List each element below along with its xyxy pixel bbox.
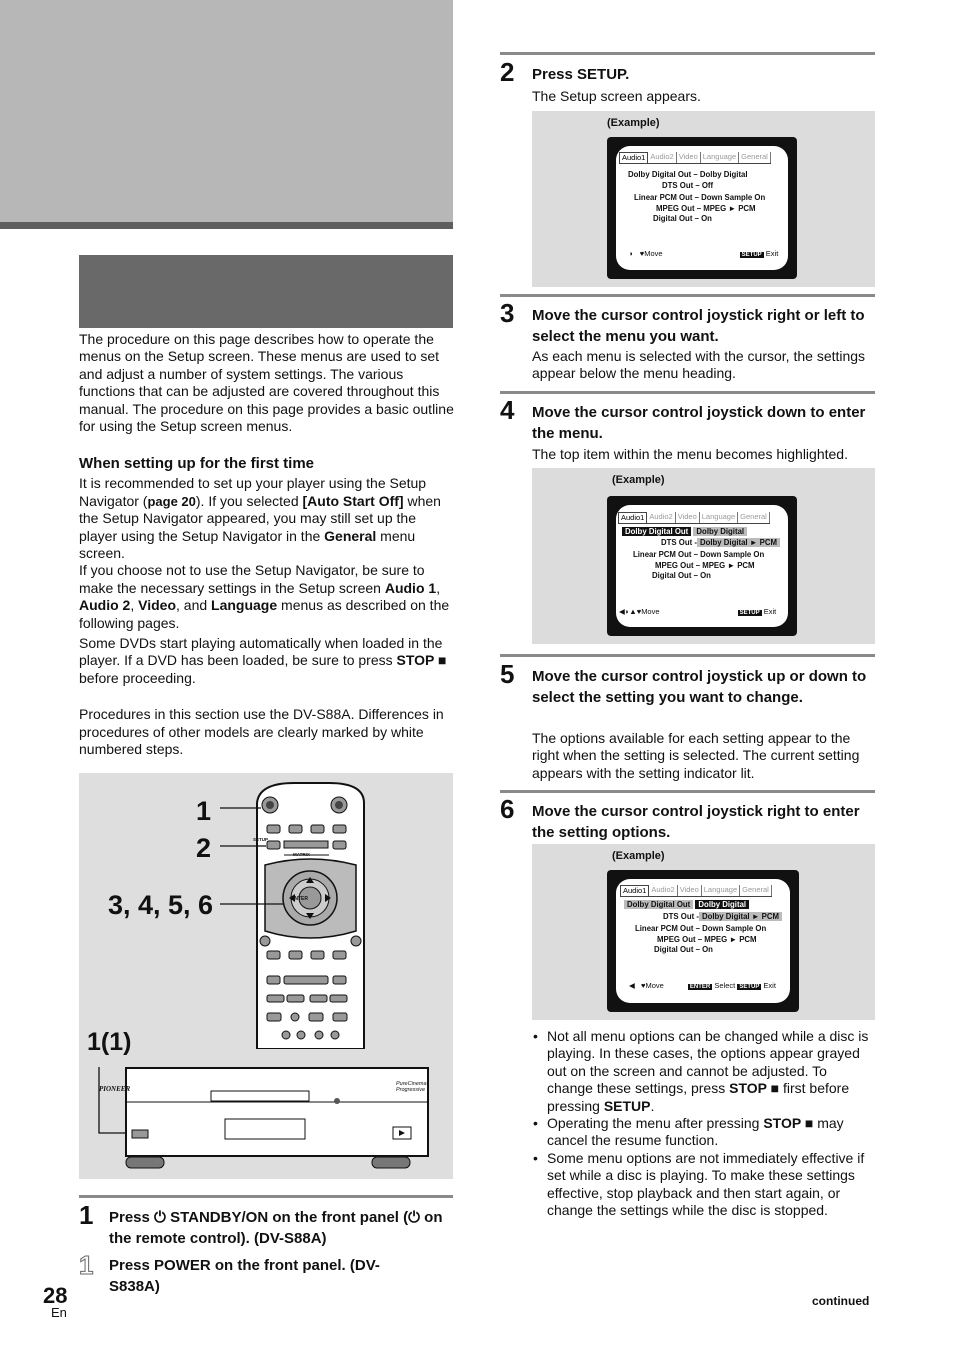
text: when the Setup Navigator appeared, you may still set up the player using the Setup Navigator in the [79, 492, 441, 544]
text: STANDBY/ON on the front panel ( [165, 1209, 409, 1226]
step1-heading [109, 1207, 454, 1249]
menu-tabs [618, 512, 770, 524]
screen-footer [619, 607, 776, 616]
first-time-p2 [79, 562, 455, 632]
remote-label-matrix: MATRIX [293, 852, 310, 857]
step1w-heading: Press POWER on the front panel. (DV-S838A) [109, 1257, 380, 1295]
remote-label-setup: SETUP [253, 837, 269, 842]
tv-frame [607, 496, 797, 636]
move-label: Move [645, 981, 664, 990]
stop-label: STOP ■ [763, 1115, 814, 1132]
tv-frame [607, 870, 799, 1012]
text: menu screen. [79, 527, 416, 562]
power-icon: ⏻ [408, 1209, 421, 1226]
step2-number: 2 [500, 57, 515, 87]
tv-screen [616, 505, 788, 627]
setup-badge: SETUP [741, 252, 762, 258]
remote-label-enter: ENTER [291, 896, 308, 902]
step4-number: 4 [500, 395, 515, 425]
text: DTS Out - [663, 912, 699, 921]
power-icon: ⏻ [154, 1209, 166, 1226]
step4-heading: Move the cursor control joystick down to enter the menu. [532, 404, 866, 442]
tab-general: General [739, 152, 771, 163]
menu-line-3: Linear PCM Out – Down Sample On [633, 550, 765, 559]
menu-line-2 [663, 912, 782, 922]
header-gray-block [0, 0, 453, 222]
intro-paragraph: The procedure on this page describes how to operate the menus on the Setup screen. These menus are used to set and adjust a number of system settings. The various functions that can be adjusted are covered throughout this manual. The procedure on this page provides a basic outline for using the Setup screen menus. [79, 331, 454, 435]
menu-tabs [619, 152, 771, 164]
first-time-p4: Procedures in this section use the DV-S88A. Differences in procedures of other models are clearly marked by white numbered steps. [79, 706, 444, 758]
menu-language: Language [211, 597, 278, 614]
note-item [532, 1115, 875, 1150]
remote-drawing [79, 773, 453, 1179]
enter-badge: ENTER [689, 984, 711, 990]
menu-line-2: DTS Out – Off [662, 181, 714, 190]
menu-audio2: Audio 2 [79, 597, 131, 614]
menu-line-5: Digital Out – On [654, 945, 713, 954]
exit-label: Exit [765, 249, 779, 258]
step5-rule [500, 654, 875, 657]
menu-audio1: Audio 1 [384, 579, 437, 596]
tab-language: Language [700, 512, 738, 523]
move-label: Move [641, 607, 660, 616]
text: on the remote control). (DV-S88A) [109, 1209, 443, 1247]
step5-number: 5 [500, 659, 515, 689]
menu-general: General [324, 527, 377, 544]
step1w-number: 1 [79, 1250, 94, 1280]
callout-2: 2 [196, 833, 212, 863]
example-label: (Example) [607, 117, 660, 129]
step2-rule [500, 52, 875, 55]
text: , and [176, 597, 212, 614]
stop-label: STOP ■ [729, 1080, 780, 1097]
exit-label: Exit [763, 607, 777, 616]
step5-heading: Move the cursor control joystick up or down to select the setting you want to change. [532, 668, 867, 706]
page-lang: En [51, 1305, 67, 1320]
menu-line-4: MPEG Out – MPEG ► PCM [655, 561, 755, 570]
option-current: Dolby Digital [693, 527, 747, 536]
highlighted-item: Dolby Digital Out [622, 527, 691, 536]
menu-line-4: MPEG Out – MPEG ► PCM [656, 204, 756, 213]
step4-rule [500, 391, 875, 394]
text: ). If you selected [195, 492, 303, 509]
menu-line-3: Linear PCM Out – Down Sample On [635, 924, 767, 933]
text: before proceeding. [79, 669, 196, 686]
step1-number: 1 [79, 1200, 94, 1230]
step3-number: 3 [500, 298, 515, 328]
tv-screen [616, 879, 790, 1003]
screen-footer [629, 249, 778, 258]
screen-footer [629, 981, 776, 990]
text: Press [109, 1209, 155, 1226]
exit-label: Exit [763, 981, 776, 990]
arrows-icon: ◀ ♥ [629, 981, 646, 990]
menu-line-1 [622, 527, 747, 537]
setup-badge: SETUP [739, 610, 760, 616]
menu-line-1 [624, 900, 749, 910]
remote-player-illustration [79, 773, 453, 1179]
step3-heading: Move the cursor control joystick right or left to select the menu you want. [532, 307, 865, 345]
menu-line-1: Dolby Digital Out – Dolby Digital [628, 170, 748, 179]
note-item [532, 1028, 875, 1115]
tv-frame [607, 137, 797, 279]
callout-1w: 1(1) [87, 1028, 132, 1056]
note-item: • Some menu options are not immediately effective if set while a disc is playing. To make these settings effective, stop playback and then start again, or change the settings while the disc is stopped. [532, 1150, 875, 1220]
player-brand: PureCinema Progressive [396, 1081, 427, 1093]
step3-body: As each menu is selected with the cursor, the settings appear below the menu heading. [532, 348, 866, 382]
svg-text:PIONEER: PIONEER [99, 1085, 131, 1093]
option-selected: Dolby Digital [695, 900, 749, 909]
option-auto-start-off: [Auto Start Off] [302, 492, 404, 509]
text: menus as described on the following pages. [79, 597, 450, 631]
tv-screen [616, 146, 788, 270]
step2-body: The Setup screen appears. [532, 88, 701, 104]
example-screen-1 [532, 111, 875, 287]
text: , [130, 597, 139, 614]
text: may cancel the resume function. [547, 1115, 844, 1149]
step3-rule [500, 294, 875, 297]
text: . [650, 1097, 655, 1114]
text: Some DVDs start playing automatically when loaded in the player. If a DVD has been loaded, be sure to press [79, 635, 443, 669]
intro-section [79, 331, 455, 435]
tab-language: Language [702, 885, 740, 896]
example-screen-2 [532, 468, 875, 644]
tab-language: Language [701, 152, 739, 163]
menu-video: Video [138, 597, 176, 614]
callout-3-4-5-6: 3, 4, 5, 6 [108, 890, 214, 920]
tab-audio1: Audio1 [619, 152, 648, 163]
step6-heading: Move the cursor control joystick right to enter the setting options. [532, 803, 860, 841]
setup-badge: SETUP [739, 984, 760, 990]
arrows-icon: ◀◗▲♥ [619, 607, 642, 616]
first-time-p1 [79, 475, 455, 562]
page-ref: page 20 [147, 493, 196, 509]
step6-number: 6 [500, 794, 515, 824]
tab-video: Video [676, 512, 700, 523]
first-time-section [79, 455, 455, 759]
option-alt: Dolby Digital ► PCM [699, 912, 782, 921]
menu-tabs [620, 885, 772, 897]
step1-rule [79, 1195, 453, 1198]
callout-1: 1 [196, 796, 212, 826]
step6-rule [500, 790, 875, 793]
section-title-box [79, 255, 453, 328]
tab-general: General [740, 885, 772, 896]
text: It is recommended to set up your player using the Setup Navigator ( [79, 475, 427, 509]
step4-body: The top item within the menu becomes highlighted. [532, 446, 848, 462]
header-rule [0, 222, 453, 229]
tab-video: Video [678, 885, 702, 896]
setup-label: SETUP [603, 1097, 651, 1114]
text: Operating the menu after pressing [547, 1115, 764, 1132]
first-time-heading: When setting up for the first time [79, 455, 314, 472]
tab-audio2: Audio2 [647, 512, 675, 523]
menu-line-4: MPEG Out – MPEG ► PCM [657, 935, 757, 944]
menu-line-3: Linear PCM Out – Down Sample On [634, 193, 766, 202]
item-grayed: Dolby Digital Out [624, 900, 693, 909]
tab-video: Video [677, 152, 701, 163]
menu-line-5: Digital Out – On [653, 214, 712, 223]
example-label: (Example) [612, 850, 665, 862]
menu-line-2 [661, 538, 780, 548]
example-screen-3 [532, 844, 875, 1020]
option-alt: Dolby Digital ► PCM [697, 538, 780, 547]
text: Not all menu options can be changed while a disc is playing. In these cases, the options appear grayed out on the screen and cannot be adjusted. To change these settings, press [547, 1028, 869, 1097]
first-time-p3 [79, 635, 455, 687]
move-label: Move [644, 249, 663, 258]
page-number: 28 [43, 1283, 68, 1308]
text: , [436, 579, 441, 596]
select-label: Select [714, 981, 736, 990]
continued-label: continued [812, 1294, 870, 1308]
step2-heading: Press SETUP. [532, 66, 630, 83]
stop-label: STOP ■ [396, 652, 447, 669]
tab-audio1: Audio1 [618, 512, 647, 523]
text: If you choose not to use the Setup Navigator, be sure to make the necessary settings in the Setup screen [79, 562, 425, 596]
text: first before pressing [547, 1080, 850, 1114]
notes-list [532, 1028, 875, 1219]
arrows-icon: ◗ ♥ [629, 249, 645, 258]
example-label: (Example) [612, 474, 665, 486]
tab-general: General [738, 512, 770, 523]
tab-audio1: Audio1 [620, 885, 649, 896]
tab-audio2: Audio2 [648, 152, 676, 163]
step5-body: The options available for each setting appear to the right when the setting is selected. The current setting appears with the setting indicator lit. [532, 730, 860, 781]
tab-audio2: Audio2 [649, 885, 677, 896]
text: DTS Out - [661, 538, 697, 547]
menu-line-5: Digital Out – On [652, 571, 711, 580]
